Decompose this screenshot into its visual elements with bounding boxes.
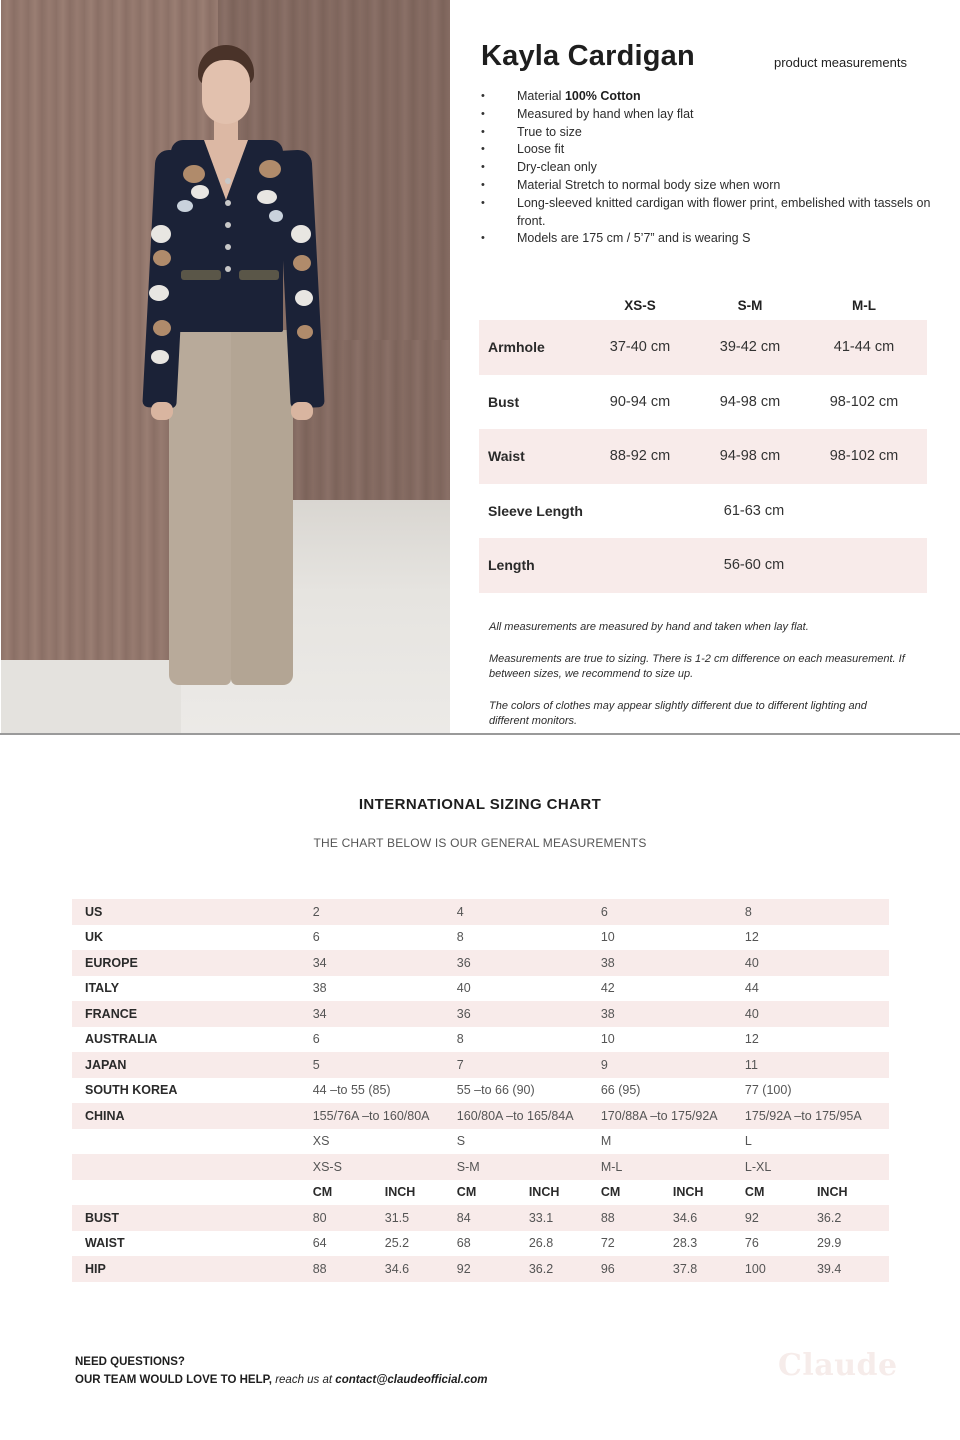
feature-item: • Dry-clean only bbox=[481, 159, 951, 177]
region-row bbox=[72, 976, 889, 1002]
cell: 36.2 bbox=[816, 1210, 842, 1225]
cell: 2 bbox=[312, 904, 320, 919]
model-right-hand bbox=[291, 402, 313, 420]
cell: 94-98 cm bbox=[719, 393, 781, 410]
body-row bbox=[72, 1205, 889, 1231]
note: Measurements are true to sizing. There is 1-2 cm difference on each measurement. If between sizes, we recommend to size up. bbox=[489, 652, 905, 680]
contact-footer bbox=[75, 1353, 488, 1389]
cell: 100 bbox=[744, 1261, 766, 1276]
region-row bbox=[72, 1078, 889, 1104]
cell: 34 bbox=[312, 955, 327, 970]
cell: 68 bbox=[456, 1236, 471, 1251]
footer-reach-text: reach us at bbox=[272, 1374, 336, 1386]
cell: 56-60 cm bbox=[723, 557, 785, 574]
flower-print bbox=[151, 225, 171, 243]
measurement-table bbox=[479, 290, 927, 593]
cell: 175/92A –to 175/95A bbox=[744, 1108, 862, 1123]
flower-print bbox=[239, 270, 279, 280]
unit-inch: INCH bbox=[384, 1185, 416, 1200]
cell: S-M bbox=[456, 1159, 480, 1174]
header-size: M-L bbox=[852, 297, 876, 313]
header-size: S-M bbox=[737, 297, 763, 313]
cell: 29.9 bbox=[816, 1236, 842, 1251]
region-label: ITALY bbox=[85, 981, 120, 996]
feature-item: • Loose fit bbox=[481, 141, 951, 159]
cell: 36.2 bbox=[528, 1261, 554, 1276]
region-row bbox=[72, 950, 889, 976]
cell: M-L bbox=[600, 1159, 623, 1174]
region-label: SOUTH KOREA bbox=[85, 1083, 178, 1098]
unit-cm: CM bbox=[600, 1185, 621, 1200]
unit-cm: CM bbox=[744, 1185, 765, 1200]
region-row bbox=[72, 1052, 889, 1078]
flower-print bbox=[177, 200, 193, 212]
cell: 44 bbox=[744, 981, 759, 996]
body-label: WAIST bbox=[85, 1236, 125, 1251]
cell: 42 bbox=[600, 981, 615, 996]
cell: 11 bbox=[744, 1057, 758, 1072]
cell: 98-102 cm bbox=[829, 393, 899, 410]
row-label: Waist bbox=[488, 448, 525, 465]
cell: 10 bbox=[600, 1032, 615, 1047]
cell: 38 bbox=[312, 981, 327, 996]
region-label: UK bbox=[85, 930, 104, 945]
cell: 155/76A –to 160/80A bbox=[312, 1108, 430, 1123]
cell: 34.6 bbox=[672, 1210, 698, 1225]
flower-print bbox=[297, 325, 313, 339]
cell: 12 bbox=[744, 930, 759, 945]
footer-heading: NEED QUESTIONS? bbox=[75, 1356, 185, 1368]
cell: 6 bbox=[600, 904, 608, 919]
brand-watermark: Claude bbox=[778, 1348, 898, 1383]
cell: 12 bbox=[744, 1032, 759, 1047]
intl-chart-subtitle: THE CHART BELOW IS OUR GENERAL MEASUREMENTS bbox=[313, 836, 647, 850]
cell: 44 –to 55 (85) bbox=[312, 1083, 391, 1098]
region-row bbox=[72, 925, 889, 951]
measurement-row bbox=[479, 375, 927, 430]
feature-item: • Measured by hand when lay flat bbox=[481, 106, 951, 124]
region-row bbox=[72, 899, 889, 925]
cell: L bbox=[744, 1134, 752, 1149]
model-left-hand bbox=[151, 402, 173, 420]
feature-item: • Models are 175 cm / 5’7” and is wearing S bbox=[481, 230, 951, 248]
cell: 31.5 bbox=[384, 1210, 410, 1225]
feature-item: • Material Stretch to normal body size when worn bbox=[481, 177, 951, 195]
region-label: JAPAN bbox=[85, 1057, 127, 1072]
cell: 4 bbox=[456, 904, 464, 919]
measurement-notes bbox=[489, 620, 909, 746]
region-row bbox=[72, 1103, 889, 1129]
measurement-row bbox=[479, 429, 927, 484]
cell: 170/88A –to 175/92A bbox=[600, 1108, 718, 1123]
unit-inch: INCH bbox=[816, 1185, 848, 1200]
size-range-row bbox=[72, 1154, 889, 1180]
flower-print bbox=[295, 290, 313, 306]
product-subtitle: product measurements bbox=[774, 55, 907, 70]
cell: 6 bbox=[312, 1032, 320, 1047]
product-title: Kayla Cardigan bbox=[481, 40, 695, 72]
body-row bbox=[72, 1231, 889, 1257]
intl-sizing-table bbox=[72, 899, 889, 1282]
model-face bbox=[202, 60, 250, 124]
flower-print bbox=[259, 160, 281, 178]
flower-print bbox=[183, 165, 205, 183]
flower-print bbox=[153, 250, 171, 266]
cell: 36 bbox=[456, 1006, 471, 1021]
cardigan-button bbox=[225, 222, 231, 228]
flower-print bbox=[153, 320, 171, 336]
cell: 88 bbox=[312, 1261, 327, 1276]
cell: 37-40 cm bbox=[609, 339, 671, 356]
section-divider bbox=[0, 733, 960, 735]
cell: 40 bbox=[744, 955, 759, 970]
cardigan-button bbox=[225, 244, 231, 250]
measurement-row bbox=[479, 484, 927, 539]
trousers-right-leg bbox=[231, 330, 293, 685]
feature-item: • True to size bbox=[481, 124, 951, 142]
cell: 160/80A –to 165/84A bbox=[456, 1108, 574, 1123]
cardigan-button bbox=[225, 178, 231, 184]
measurement-row bbox=[479, 320, 927, 375]
flower-print bbox=[293, 255, 311, 271]
cell: 34 bbox=[312, 1006, 327, 1021]
cell: 26.8 bbox=[528, 1236, 554, 1251]
region-label: AUSTRALIA bbox=[85, 1032, 158, 1047]
size-letter-row bbox=[72, 1129, 889, 1155]
flower-print bbox=[257, 190, 277, 204]
cell: 66 (95) bbox=[600, 1083, 641, 1098]
cell: 34.6 bbox=[384, 1261, 410, 1276]
trousers-left-leg bbox=[169, 330, 231, 685]
cell: 36 bbox=[456, 955, 471, 970]
cell: 7 bbox=[456, 1057, 464, 1072]
region-row bbox=[72, 1027, 889, 1053]
row-label: Sleeve Length bbox=[488, 502, 583, 519]
cell: 8 bbox=[456, 1032, 464, 1047]
cell: 90-94 cm bbox=[609, 393, 671, 410]
row-label: Armhole bbox=[488, 339, 545, 356]
row-label: Length bbox=[488, 557, 535, 574]
note: All measurements are measured by hand and taken when lay flat. bbox=[489, 621, 809, 633]
flower-print bbox=[151, 350, 169, 364]
region-label: CHINA bbox=[85, 1108, 125, 1123]
header-size: XS-S bbox=[624, 297, 656, 313]
product-info bbox=[450, 0, 960, 733]
cell: M bbox=[600, 1134, 612, 1149]
unit-cm: CM bbox=[456, 1185, 477, 1200]
cell: 33.1 bbox=[528, 1210, 554, 1225]
cell: 39.4 bbox=[816, 1261, 842, 1276]
note: The colors of clothes may appear slightly different due to different lighting and different monitors. bbox=[489, 699, 867, 727]
cell: 80 bbox=[312, 1210, 327, 1225]
cell: 38 bbox=[600, 955, 615, 970]
feature-item: • Material 100% Cotton bbox=[481, 88, 951, 106]
cell: 39-42 cm bbox=[719, 339, 781, 356]
cardigan-vneck bbox=[204, 140, 248, 200]
cell: 76 bbox=[744, 1236, 759, 1251]
cell: S bbox=[456, 1134, 466, 1149]
cell: 96 bbox=[600, 1261, 615, 1276]
cell: 9 bbox=[600, 1057, 608, 1072]
cell: 10 bbox=[600, 930, 615, 945]
feature-item: • Long-sleeved knitted cardigan with flower print, embelished with tassels on front. bbox=[481, 195, 951, 231]
footer-help-text: OUR TEAM WOULD LOVE TO HELP, bbox=[75, 1374, 272, 1386]
cardigan-button bbox=[225, 266, 231, 272]
measurement-row bbox=[479, 538, 927, 593]
flower-print bbox=[149, 285, 169, 301]
footer-contact-line bbox=[75, 1371, 488, 1389]
unit-inch: INCH bbox=[672, 1185, 704, 1200]
cell: 92 bbox=[744, 1210, 759, 1225]
cell: 37.8 bbox=[672, 1261, 698, 1276]
contact-email-link[interactable]: contact@claudeofficial.com bbox=[335, 1374, 488, 1386]
cell: 98-102 cm bbox=[829, 448, 899, 465]
intl-chart-title: INTERNATIONAL SIZING CHART bbox=[358, 796, 602, 813]
cell: 88-92 cm bbox=[609, 448, 671, 465]
unit-inch: INCH bbox=[528, 1185, 560, 1200]
cell: 84 bbox=[456, 1210, 471, 1225]
unit-cm: CM bbox=[312, 1185, 333, 1200]
cell: 6 bbox=[312, 930, 320, 945]
cell: 61-63 cm bbox=[723, 502, 785, 519]
cell: XS bbox=[312, 1134, 330, 1149]
cell: 77 (100) bbox=[744, 1083, 792, 1098]
cell: 8 bbox=[744, 904, 752, 919]
cell: 88 bbox=[600, 1210, 615, 1225]
cell: XS-S bbox=[312, 1159, 342, 1174]
product-photo bbox=[1, 0, 450, 733]
cell: 55 –to 66 (90) bbox=[456, 1083, 535, 1098]
region-label: EUROPE bbox=[85, 955, 138, 970]
cardigan-button bbox=[225, 200, 231, 206]
region-label: FRANCE bbox=[85, 1006, 138, 1021]
flower-print bbox=[269, 210, 283, 222]
cell: 40 bbox=[744, 1006, 759, 1021]
cell: 28.3 bbox=[672, 1236, 698, 1251]
cell: 72 bbox=[600, 1236, 615, 1251]
cell: 41-44 cm bbox=[833, 339, 895, 356]
row-label: Bust bbox=[488, 393, 520, 410]
cell: 25.2 bbox=[384, 1236, 410, 1251]
flower-print bbox=[181, 270, 221, 280]
region-row bbox=[72, 1001, 889, 1027]
body-label: HIP bbox=[85, 1261, 106, 1276]
cell: 64 bbox=[312, 1236, 327, 1251]
cell: 8 bbox=[456, 930, 464, 945]
cell: 5 bbox=[312, 1057, 320, 1072]
body-label: BUST bbox=[85, 1210, 120, 1225]
flower-print bbox=[291, 225, 311, 243]
cell: 94-98 cm bbox=[719, 448, 781, 465]
cell: 40 bbox=[456, 981, 471, 996]
body-row bbox=[72, 1256, 889, 1282]
measurement-header-row bbox=[479, 290, 927, 320]
region-label: US bbox=[85, 904, 103, 919]
unit-row bbox=[72, 1180, 889, 1206]
flower-print bbox=[191, 185, 209, 199]
feature-list bbox=[481, 88, 951, 248]
cell: 92 bbox=[456, 1261, 471, 1276]
cell: 38 bbox=[600, 1006, 615, 1021]
cell: L-XL bbox=[744, 1159, 772, 1174]
model-figure bbox=[1, 0, 450, 733]
